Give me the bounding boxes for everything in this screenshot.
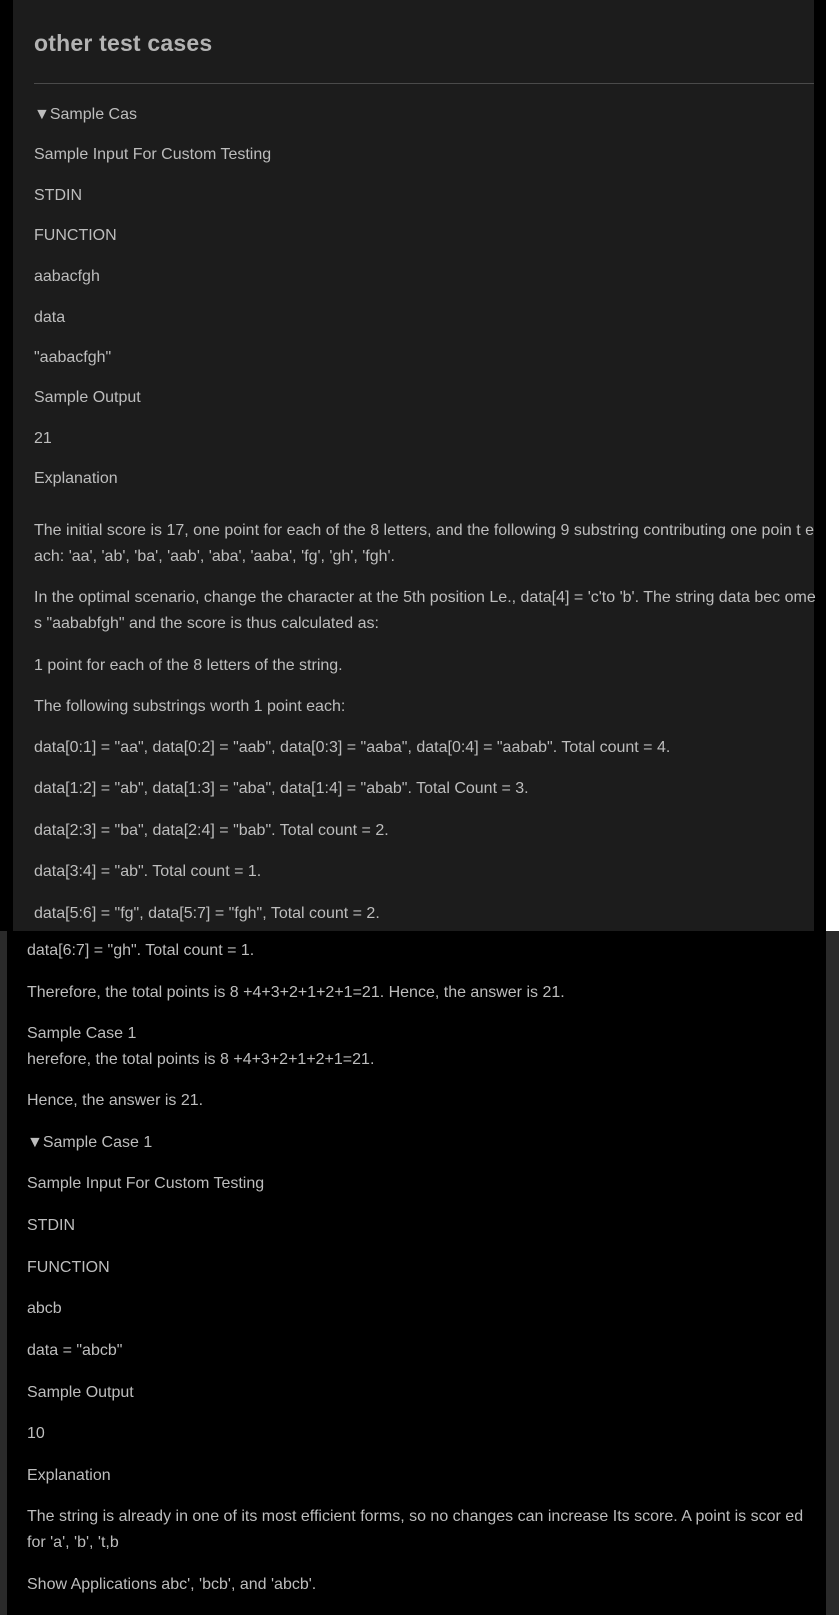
explanation-paragraph: The initial score is 17, one point for each of the 8 letters, and the following 9 substring contributing one poin t each: 'aa', 'ab', 'ba', 'aab', 'aba', 'aaba', 'fg', 'gh', 'fgh'. xyxy=(34,522,815,565)
function-label: FUNCTION xyxy=(34,227,117,244)
data-line: data = "abcb" xyxy=(27,1342,123,1359)
substring-line: data[5:6] = "fg", data[5:7] = "fgh", Total count = 2. xyxy=(34,905,380,922)
explanation-paragraph: The following substrings worth 1 point each: xyxy=(34,698,346,715)
explanation-heading: Explanation xyxy=(27,1467,111,1484)
footer-line: Show Applications abc', 'bcb', and 'abcb'. xyxy=(27,1576,317,1593)
input-value: abcb xyxy=(27,1300,62,1317)
input-value: aabacfgh xyxy=(34,268,100,285)
section-title: other test cases xyxy=(34,30,213,56)
substring-line: data[6:7] = "gh". Total count = 1. xyxy=(27,942,255,959)
case-label: Sample Case 1 xyxy=(27,1025,137,1042)
function-label: FUNCTION xyxy=(27,1259,110,1276)
answer-line: Hence, the answer is 21. xyxy=(27,1092,204,1109)
data-value: "aabacfgh" xyxy=(34,349,112,366)
stdin-label: STDIN xyxy=(27,1217,75,1234)
divider xyxy=(34,83,814,84)
sample-case-1-toggle[interactable]: ▼Sample Case 1 xyxy=(27,1134,153,1151)
output-value: 21 xyxy=(34,430,52,447)
substring-line: data[3:4] = "ab". Total count = 1. xyxy=(34,863,262,880)
explanation-paragraph: The string is already in one of its most efficient forms, so no changes can increase Its score. A point is scor ed for 'a', 'b', 't,b xyxy=(27,1508,804,1551)
input-heading: Sample Input For Custom Testing xyxy=(27,1175,265,1192)
explanation-paragraph: 1 point for each of the 8 letters of the string. xyxy=(34,657,343,674)
output-heading: Sample Output xyxy=(27,1384,134,1401)
explanation-paragraph: In the optimal scenario, change the character at the 5th position Le., data[4] = 'c'to 'b'. The string data bec omes "aababfgh" and the score is thus calculated as: xyxy=(34,589,816,632)
left-gutter xyxy=(0,931,7,1615)
substring-line: data[0:1] = "aa", data[0:2] = "aab", data[0:3] = "aaba", data[0:4] = "aabab". Total count = 4. xyxy=(34,739,671,756)
output-value: 10 xyxy=(27,1425,45,1442)
substring-line: data[1:2] = "ab", data[1:3] = "aba", data[1:4] = "abab". Total Count = 3. xyxy=(34,780,529,797)
total-line: Therefore, the total points is 8 +4+3+2+1+2+1=21. Hence, the answer is 21. xyxy=(27,984,565,1001)
substring-line: data[2:3] = "ba", data[2:4] = "bab". Total count = 2. xyxy=(34,822,389,839)
input-heading: Sample Input For Custom Testing xyxy=(34,146,272,163)
stdin-label: STDIN xyxy=(34,187,82,204)
total-line: herefore, the total points is 8 +4+3+2+1+2+1=21. xyxy=(27,1051,375,1068)
sample-case-toggle[interactable]: ▼Sample Cas xyxy=(34,106,137,123)
output-heading: Sample Output xyxy=(34,389,141,406)
right-gutter xyxy=(826,931,839,1615)
data-label: data xyxy=(34,309,66,326)
explanation-heading: Explanation xyxy=(34,470,118,487)
